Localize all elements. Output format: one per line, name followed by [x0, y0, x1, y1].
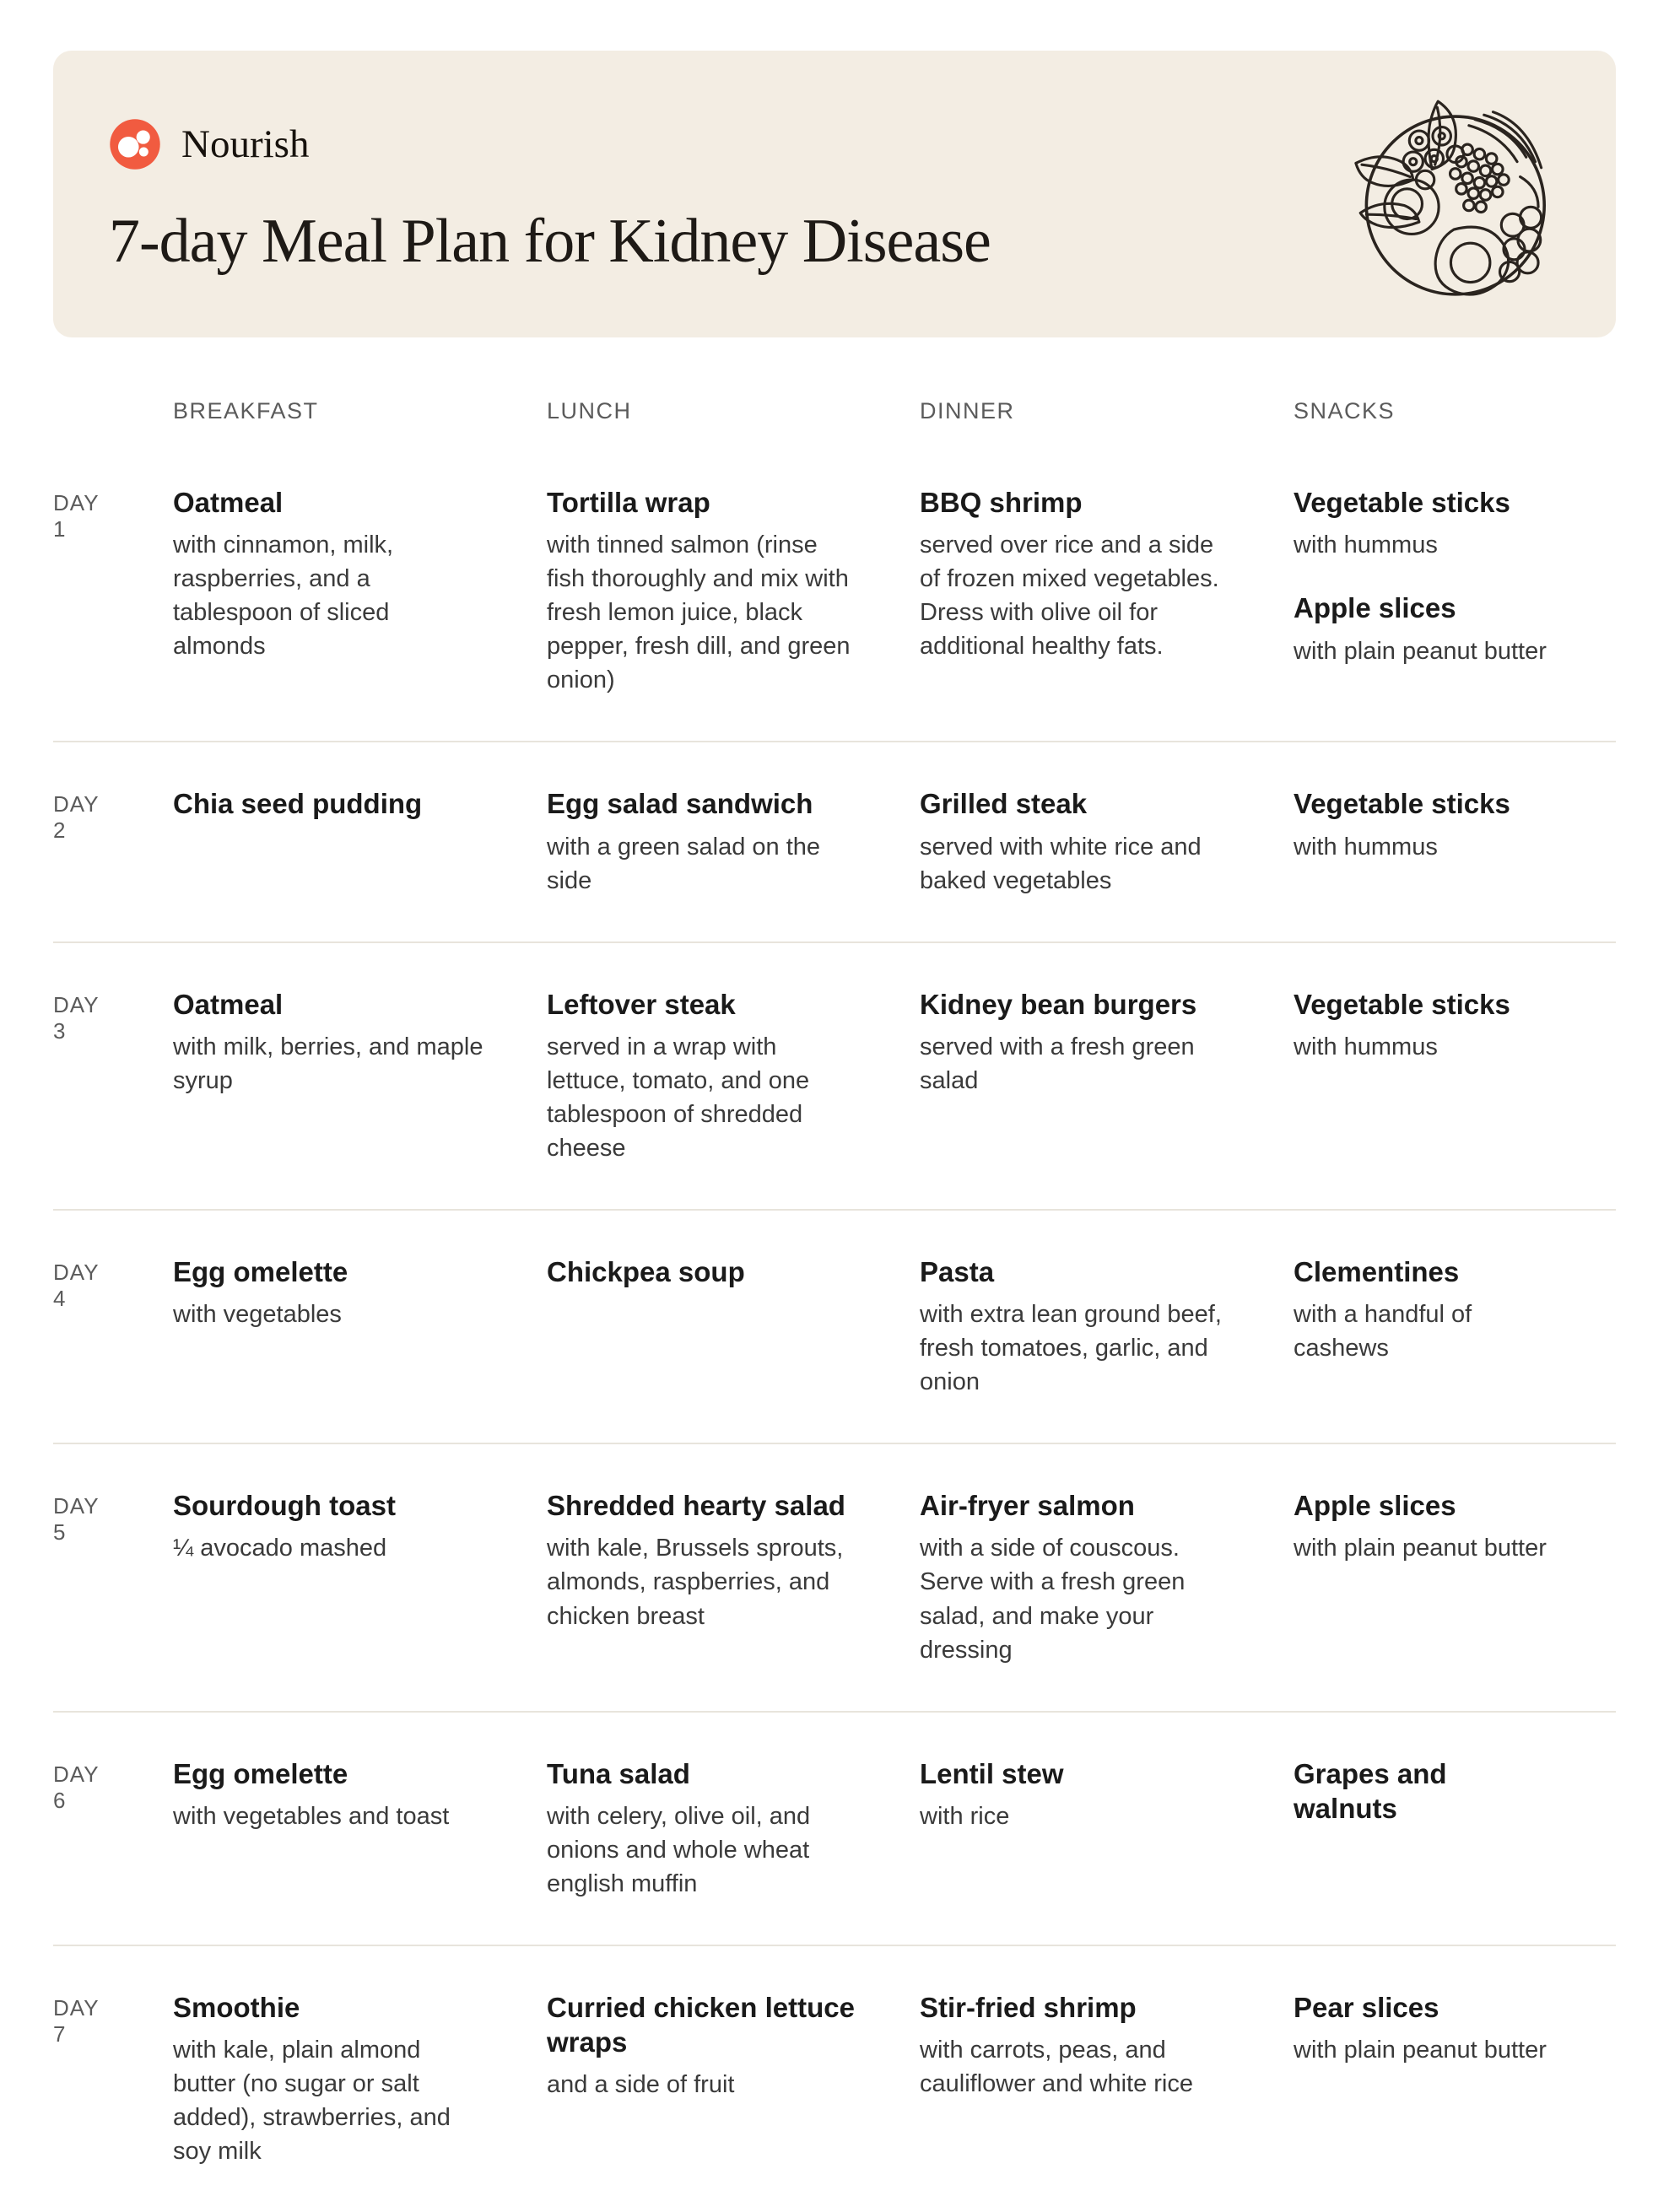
meal-item — [1294, 485, 1557, 562]
meal-description: with tinned salmon (rinse fish thoroughly and mix with fresh lemon juice, black pepper, fresh dill, and green onion) — [547, 531, 851, 694]
table-row — [53, 1444, 1616, 1712]
breakfast-cell — [173, 1946, 547, 2212]
dinner-cell — [920, 1946, 1294, 2212]
meal-title: Vegetable sticks — [1294, 988, 1510, 1020]
breakfast-cell — [173, 1444, 547, 1710]
meal-item — [547, 1756, 861, 1901]
meal-item — [173, 1990, 488, 2168]
meal-description: with cinnamon, milk, raspberries, and a tablespoon of sliced almonds — [173, 531, 394, 661]
meal-title: Stir-fried shrimp — [920, 1991, 1137, 2023]
meal-title: BBQ shrimp — [920, 487, 1083, 518]
meal-item — [547, 1990, 861, 2102]
meal-item — [173, 1254, 488, 1331]
lunch-cell — [547, 441, 920, 741]
meal-item — [920, 1756, 1234, 1833]
breakfast-cell — [173, 943, 547, 1209]
table-row — [53, 1211, 1616, 1444]
table-row — [53, 943, 1616, 1211]
snacks-cell — [1294, 742, 1616, 941]
column-header-breakfast: BREAKFAST — [173, 398, 319, 424]
meal-item — [920, 1254, 1234, 1399]
column-header-snacks: SNACKS — [1294, 398, 1396, 424]
meal-description: ¼ avocado mashed — [173, 1535, 387, 1562]
dinner-cell — [920, 441, 1294, 741]
day-rows-container — [53, 441, 1616, 2212]
lunch-cell — [547, 742, 920, 941]
column-header-row — [53, 398, 1616, 441]
lunch-cell — [547, 943, 920, 1209]
day-label: DAY 4 — [53, 1259, 100, 1311]
meal-description: with plain peanut butter — [1294, 1535, 1547, 1562]
meal-title: Oatmeal — [173, 487, 284, 518]
meal-item — [173, 485, 488, 663]
food-bowl-illustration — [1341, 84, 1567, 319]
meal-description: served in a wrap with lettuce, tomato, and one tablespoon of shredded cheese — [547, 1033, 810, 1162]
lunch-cell — [547, 1713, 920, 1945]
meal-title: Smoothie — [173, 1991, 300, 2023]
snacks-cell — [1294, 1444, 1616, 1710]
meal-title: Sourdough toast — [173, 1490, 396, 1522]
meal-item — [920, 485, 1234, 663]
meal-item — [547, 485, 861, 697]
meal-item — [547, 1254, 861, 1289]
meal-description: with kale, plain almond butter (no sugar or salt added), strawberries, and soy milk — [173, 2037, 451, 2166]
table-row — [53, 441, 1616, 742]
meal-item — [547, 987, 861, 1165]
meal-item — [1294, 786, 1557, 863]
lunch-cell — [547, 1444, 920, 1710]
meal-description: with kale, Brussels sprouts, almonds, raspberries, and chicken breast — [547, 1535, 844, 1630]
meal-item — [173, 786, 488, 821]
brand-name: Nourish — [181, 122, 310, 166]
breakfast-cell — [173, 1211, 547, 1443]
meal-item — [920, 1488, 1234, 1666]
meal-item — [1294, 1756, 1557, 1826]
meal-item — [547, 786, 861, 897]
day-label: DAY 5 — [53, 1493, 100, 1546]
snacks-cell — [1294, 1946, 1616, 2212]
day-label: DAY 3 — [53, 991, 100, 1044]
meal-description: with hummus — [1294, 1033, 1438, 1060]
snacks-cell — [1294, 943, 1616, 1209]
meal-description: with a green salad on the side — [547, 833, 821, 894]
meal-description: with a side of couscous. Serve with a fresh green salad, and make your dressing — [920, 1535, 1186, 1664]
meal-title: Curried chicken lettuce wraps — [547, 1991, 855, 2058]
dinner-cell — [920, 1211, 1294, 1443]
meal-title: Leftover steak — [547, 988, 736, 1020]
meal-item — [1294, 591, 1557, 667]
nourish-logo-icon — [109, 118, 161, 170]
meal-description: with milk, berries, and maple syrup — [173, 1033, 483, 1094]
meal-description: with a handful of cashews — [1294, 1301, 1472, 1362]
meal-description: with plain peanut butter — [1294, 637, 1547, 665]
meal-title: Apple slices — [1294, 1490, 1456, 1522]
meal-title: Grilled steak — [920, 788, 1088, 820]
meal-title: Grapes and walnuts — [1294, 1757, 1447, 1824]
meal-description: with extra lean ground beef, fresh tomatoes, garlic, and onion — [920, 1301, 1222, 1396]
snacks-cell — [1294, 1211, 1616, 1443]
meal-title: Egg omelette — [173, 1255, 348, 1287]
meal-description: served with a fresh green salad — [920, 1033, 1195, 1094]
meal-title: Tortilla wrap — [547, 487, 710, 518]
day-label: DAY 1 — [53, 490, 100, 542]
meal-item — [1294, 1254, 1557, 1365]
dinner-cell — [920, 1713, 1294, 1945]
meal-title: Vegetable sticks — [1294, 487, 1510, 518]
lunch-cell — [547, 1211, 920, 1443]
meal-title: Pear slices — [1294, 1991, 1439, 2023]
snacks-cell — [1294, 1713, 1616, 1945]
header-card — [53, 51, 1616, 337]
meal-item — [1294, 1488, 1557, 1565]
meal-item — [1294, 987, 1557, 1064]
day-label: DAY 7 — [53, 1994, 100, 2047]
meal-item — [173, 1488, 488, 1565]
meal-title: Chia seed pudding — [173, 788, 423, 820]
meal-description: and a side of fruit — [547, 2071, 735, 2099]
meal-title: Lentil stew — [920, 1757, 1064, 1789]
meal-plan-table — [53, 398, 1616, 2212]
meal-title: Oatmeal — [173, 988, 284, 1020]
day-label: DAY 2 — [53, 791, 100, 844]
meal-description: with hummus — [1294, 833, 1438, 861]
day-label: DAY 6 — [53, 1761, 100, 1813]
meal-title: Tuna salad — [547, 1757, 690, 1789]
meal-title: Pasta — [920, 1255, 995, 1287]
meal-title: Egg omelette — [173, 1757, 348, 1789]
meal-title: Vegetable sticks — [1294, 788, 1510, 820]
meal-title: Kidney bean burgers — [920, 988, 1197, 1020]
meal-description: with vegetables — [173, 1301, 342, 1329]
meal-title: Chickpea soup — [547, 1255, 745, 1287]
meal-item — [1294, 1990, 1557, 2067]
meal-title: Air-fryer salmon — [920, 1490, 1135, 1522]
column-header-dinner: DINNER — [920, 398, 1015, 424]
meal-description: served with white rice and baked vegetables — [920, 833, 1202, 894]
meal-description: with hummus — [1294, 531, 1438, 559]
meal-description: with celery, olive oil, and onions and whole wheat english muffin — [547, 1802, 811, 1897]
dinner-cell — [920, 943, 1294, 1209]
meal-title: Shredded hearty salad — [547, 1490, 845, 1522]
meal-item — [920, 987, 1234, 1098]
meal-title: Clementines — [1294, 1255, 1460, 1287]
meal-item — [920, 1990, 1234, 2101]
meal-title: Apple slices — [1294, 592, 1456, 624]
dinner-cell — [920, 1444, 1294, 1710]
table-row — [53, 742, 1616, 942]
table-row — [53, 1713, 1616, 1946]
meal-item — [920, 786, 1234, 897]
table-row — [53, 1946, 1616, 2212]
meal-title: Egg salad sandwich — [547, 788, 813, 820]
snacks-cell — [1294, 441, 1616, 741]
breakfast-cell — [173, 1713, 547, 1945]
lunch-cell — [547, 1946, 920, 2212]
meal-item — [547, 1488, 861, 1632]
meal-description: with rice — [920, 1802, 1010, 1830]
meal-description: with vegetables and toast — [173, 1802, 450, 1830]
meal-description: with plain peanut butter — [1294, 2037, 1547, 2064]
page-title: 7-day Meal Plan for Kidney Disease — [109, 207, 991, 276]
column-header-lunch: LUNCH — [547, 398, 632, 424]
breakfast-cell — [173, 441, 547, 741]
meal-description: served over rice and a side of frozen mixed vegetables. Dress with olive oil for additional healthy fats. — [920, 531, 1219, 661]
dinner-cell — [920, 742, 1294, 941]
breakfast-cell — [173, 742, 547, 941]
meal-item — [173, 1756, 488, 1833]
meal-item — [173, 987, 488, 1098]
meal-description: with carrots, peas, and cauliflower and white rice — [920, 2037, 1193, 2098]
